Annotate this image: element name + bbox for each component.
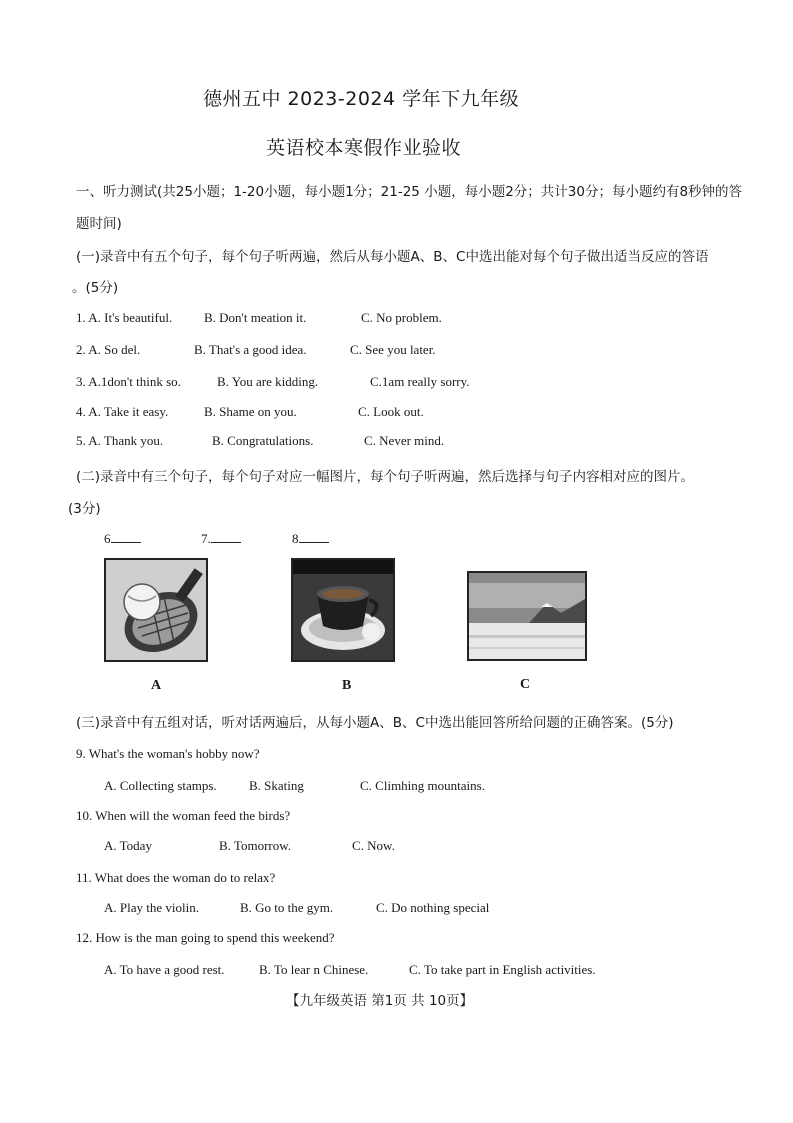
- option-b: B. To lear n Chinese.: [259, 962, 369, 977]
- option-c: C. Never mind.: [364, 433, 445, 448]
- question-9-options: [104, 778, 485, 794]
- winter-landscape-icon: [469, 573, 585, 659]
- picture-b: [291, 558, 395, 662]
- section-heading-line1: 一、听力测试(共25小题；1-20小题，每小题1分；21-25 小题，每小题2分；共计30分；每小题约有8秒钟的答: [76, 184, 743, 200]
- question-row-1: [76, 310, 442, 326]
- page-title: 德州五中 2023-2024 学年下九年级: [203, 88, 520, 110]
- option-a: 3. A.1don't think so.: [76, 374, 181, 389]
- question-12-options: [104, 962, 596, 978]
- question-11-options: [104, 900, 489, 916]
- answer-blank-6[interactable]: 6: [104, 530, 141, 547]
- tennis-ball-racket-icon: [106, 560, 206, 660]
- page-footer: 【九年级英语 第1页 共 10页】: [286, 993, 474, 1009]
- option-c: C.1am really sorry.: [370, 374, 470, 389]
- option-b: B. That's a good idea.: [194, 342, 307, 357]
- option-a: A. To have a good rest.: [104, 962, 225, 977]
- cup-of-tea-icon: [293, 560, 393, 660]
- option-b: B. Congratulations.: [212, 433, 314, 448]
- option-c: C. See you later.: [350, 342, 436, 357]
- option-c: C. Do nothing special: [376, 900, 490, 915]
- option-a: A. Play the violin.: [104, 900, 199, 915]
- option-c: C. Now.: [352, 838, 395, 853]
- option-c: C. Climhing mountains.: [360, 778, 485, 793]
- option-a: 1. A. It's beautiful.: [76, 310, 173, 325]
- picture-c-label: C: [520, 677, 531, 692]
- part1-instruction-line2: 。(5分): [72, 280, 119, 296]
- picture-b-label: B: [342, 678, 352, 693]
- question-row-2: [76, 342, 436, 358]
- question-row-4: [76, 404, 424, 420]
- question-12: 12. How is the man going to spend this weekend?: [76, 930, 335, 945]
- option-b: B. Tomorrow.: [219, 838, 292, 853]
- option-c: C. Look out.: [358, 404, 424, 419]
- part1-instruction-line1: (一)录音中有五个句子，每个句子听两遍，然后从每小题A、B、C中选出能对每个句子做出适当反应的答语: [76, 249, 709, 265]
- part2-instruction-line2: (3分): [68, 501, 101, 517]
- question-10: 10. When will the woman feed the birds?: [76, 808, 291, 823]
- picture-a-label: A: [151, 678, 162, 693]
- option-b: B. Go to the gym.: [240, 900, 334, 915]
- question-9: 9. What's the woman's hobby now?: [76, 746, 260, 761]
- part2-instruction-line1: (二)录音中有三个句子，每个句子对应一幅图片，每个句子听两遍，然后选择与句子内容相对应的图片。: [76, 469, 695, 485]
- picture-a: [104, 558, 208, 662]
- option-a: 5. A. Thank you.: [76, 433, 164, 448]
- question-10-options: [104, 838, 395, 854]
- question-11: 11. What does the woman do to relax?: [76, 870, 276, 885]
- question-row-3: [76, 374, 470, 390]
- page-subtitle: 英语校本寒假作业验收: [266, 137, 462, 159]
- answer-blank-8[interactable]: 8: [292, 530, 329, 547]
- option-b: B. Don't meation it.: [204, 310, 307, 325]
- option-a: 4. A. Take it easy.: [76, 404, 169, 419]
- answer-blank-7[interactable]: 7.: [201, 530, 241, 547]
- option-b: B. Shame on you.: [204, 404, 297, 419]
- option-b: B. You are kidding.: [217, 374, 319, 389]
- section-heading-line2: 题时间): [76, 216, 122, 232]
- picture-c: [467, 571, 587, 661]
- option-a: 2. A. So del.: [76, 342, 141, 357]
- option-c: C. To take part in English activities.: [409, 962, 596, 977]
- option-b: B. Skating: [249, 778, 304, 793]
- question-row-5: [76, 433, 444, 449]
- part3-instruction: (三)录音中有五组对话，听对话两遍后，从每小题A、B、C中选出能回答所给问题的正确答案。(5分): [76, 715, 674, 731]
- option-a: A. Today: [104, 838, 152, 853]
- option-a: A. Collecting stamps.: [104, 778, 217, 793]
- option-c: C. No problem.: [361, 310, 442, 325]
